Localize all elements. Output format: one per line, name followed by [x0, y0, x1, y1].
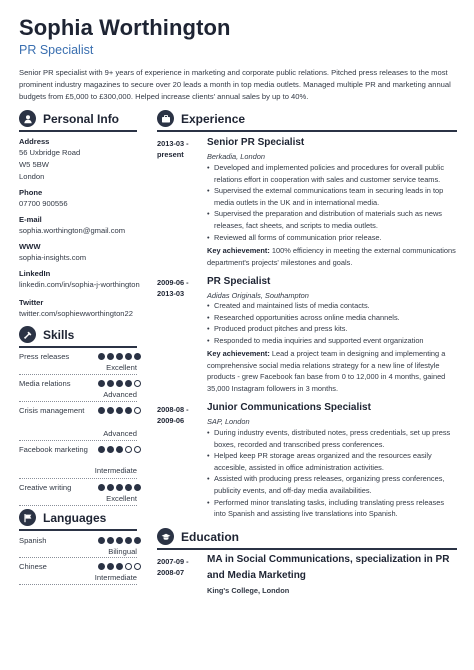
job-bullet: • Assisted with producing press releases, organizing press conferences, publicity events, and off-day media availabilities.	[207, 473, 457, 496]
linkedin-value[interactable]: linkedin.com/in/sophia-j-worthington	[19, 280, 140, 289]
skills-heading	[19, 326, 74, 343]
twitter-value[interactable]: twitter.com/sophiewworthington22	[19, 309, 133, 318]
rating-dot-filled	[125, 407, 132, 414]
address-line-2: W5 5BW	[19, 160, 49, 169]
education-heading	[157, 528, 239, 545]
rating-dot-filled	[98, 484, 105, 491]
skills-divider	[19, 346, 137, 348]
rating-label: Press releases	[19, 352, 70, 361]
rating-dot-filled	[116, 353, 123, 360]
rating-dot-filled	[125, 537, 132, 544]
job-end-date: 2013-03	[157, 289, 185, 298]
job-title: Junior Communications Specialist	[207, 402, 371, 413]
graduation-cap-icon	[157, 528, 174, 545]
address-line-1: 56 Uxbridge Road	[19, 148, 81, 157]
rating-dot-filled	[98, 380, 105, 387]
rating-dots	[98, 380, 141, 387]
job-title: PR Specialist	[207, 276, 271, 287]
job-dates	[157, 138, 189, 160]
rating-dot-filled	[98, 446, 105, 453]
education-school: King's College, London	[207, 586, 290, 595]
experience-heading	[157, 110, 245, 127]
rating-dot-empty	[125, 446, 132, 453]
job-bullet: • Performed minor translating tasks, including translating press releases into Spanish and assisting live translations into Spanish.	[207, 497, 457, 520]
rating-dot-filled	[107, 380, 114, 387]
job-bullet: • During industry events, distributed notes, press credentials, set up press boxes, recorded and transcribed press conferences.	[207, 427, 457, 450]
rating-dot-empty	[134, 563, 141, 570]
job-bullet: • Supervised the external communications team in securing leads in top media outlets in the UK and in international media.	[207, 185, 457, 208]
rating-dots	[98, 446, 141, 453]
address-label: Address	[19, 137, 50, 146]
job-dates	[157, 404, 189, 426]
job-bullet: • Developed and implemented policies and procedures for overall public relations effort in cooperation with sales and customer service teams.	[207, 162, 457, 185]
rating-dot-filled	[134, 484, 141, 491]
rating-level: Advanced	[103, 429, 137, 438]
phone-label: Phone	[19, 188, 43, 197]
profile-summary: Senior PR specialist with 9+ years of experience in marketing and corporate public relations. Pitched press releases to the most prominent industry magazines to secure over 20 leads a month in top media outlets. Managed multiple PR and marketing annual budgets from £5,000 to £300,000. Helped increase clients' annual sales by up to 40%.	[19, 68, 451, 101]
rating-dot-empty	[134, 380, 141, 387]
job-bullet: • Responded to media inquiries and supported event organization	[207, 335, 457, 347]
rating-dots	[98, 563, 141, 570]
key-achievement	[207, 348, 459, 394]
rating-dot-filled	[107, 353, 114, 360]
twitter-label: Twitter	[19, 298, 44, 307]
rating-level: Advanced	[103, 390, 137, 399]
rating-dots	[98, 407, 141, 414]
job-end-date: present	[157, 150, 184, 159]
job-company: Berkadia, London	[207, 152, 265, 161]
rating-dot-filled	[125, 380, 132, 387]
education-start-date: 2007-09 -	[157, 557, 189, 566]
job-bullets	[207, 162, 457, 243]
job-bullet: • Reviewed all forms of communication prior release.	[207, 232, 457, 244]
user-icon	[19, 110, 36, 127]
rating-label: Media relations	[19, 379, 71, 388]
dotted-divider	[19, 440, 137, 441]
rating-dot-filled	[98, 407, 105, 414]
rating-dot-filled	[116, 563, 123, 570]
rating-dot-filled	[98, 537, 105, 544]
job-bullet: • Helped keep PR storage areas organized and the resources easily accesible, assisted in office administration activities.	[207, 450, 457, 473]
job-company: Adidas Originals, Southampton	[207, 291, 309, 300]
phone-value: 07700 900556	[19, 199, 68, 208]
personal-info-title: Personal Info	[43, 111, 120, 126]
job-company: SAP, London	[207, 417, 250, 426]
job-bullet: • Supervised the preparation and distribution of materials such as news releases, fact sheets, and scripts to media outlets.	[207, 208, 457, 231]
rating-dot-filled	[98, 563, 105, 570]
rating-dot-empty	[134, 407, 141, 414]
rating-dot-filled	[134, 353, 141, 360]
education-end-date: 2008-07	[157, 568, 185, 577]
skills-icon	[19, 326, 36, 343]
flag-icon	[19, 509, 36, 526]
email-value[interactable]: sophia.worthington@gmail.com	[19, 226, 126, 235]
candidate-name: Sophia Worthington	[19, 15, 231, 40]
rating-label: Creative writing	[19, 483, 72, 492]
key-achievement-text: Lead a project team in designing and implementing a comprehensive social media relations strategy for a new line of lifestyle products - grew Facebook fan base from 0 to 12,000 in 4 months, gained 35,000 Instagram followers in 3 months.	[207, 349, 446, 393]
dotted-divider	[19, 584, 137, 585]
education-divider	[157, 548, 457, 550]
personal-info-divider	[19, 130, 137, 132]
languages-heading	[19, 509, 106, 526]
candidate-role: PR Specialist	[19, 43, 94, 57]
rating-dot-filled	[116, 484, 123, 491]
rating-level: Bilingual	[108, 547, 137, 556]
education-dates	[157, 556, 189, 578]
rating-label: Chinese	[19, 562, 47, 571]
rating-label: Crisis management	[19, 406, 85, 415]
www-value[interactable]: sophia-insights.com	[19, 253, 87, 262]
experience-divider	[157, 130, 457, 132]
rating-dot-filled	[116, 380, 123, 387]
rating-dot-filled	[116, 407, 123, 414]
job-dates	[157, 277, 189, 299]
job-bullets	[207, 300, 457, 346]
address-line-3: London	[19, 172, 45, 181]
skills-title: Skills	[43, 327, 75, 342]
rating-level: Intermediate	[94, 573, 137, 582]
rating-dot-empty	[134, 446, 141, 453]
dotted-divider	[19, 401, 137, 402]
rating-dot-filled	[107, 407, 114, 414]
www-label: WWW	[19, 242, 41, 251]
rating-dot-filled	[98, 353, 105, 360]
rating-dot-filled	[107, 446, 114, 453]
rating-dot-filled	[125, 484, 132, 491]
job-bullet: • Researched opportunities across online media channels.	[207, 312, 457, 324]
rating-dot-filled	[116, 537, 123, 544]
rating-dot-filled	[107, 484, 114, 491]
key-achievement-label: Key achievement:	[207, 349, 270, 358]
job-start-date: 2013-03 -	[157, 139, 189, 148]
job-bullets	[207, 427, 457, 520]
rating-dot-empty	[125, 563, 132, 570]
rating-dots	[98, 484, 141, 491]
key-achievement-label: Key achievement:	[207, 246, 270, 255]
rating-dot-filled	[134, 537, 141, 544]
key-achievement	[207, 245, 459, 268]
rating-level: Intermediate	[94, 466, 137, 475]
dotted-divider	[19, 557, 137, 558]
rating-dots	[98, 353, 141, 360]
job-start-date: 2009-06 -	[157, 278, 189, 287]
key-achievement-text: 100% efficiency in meeting the external communications department's projects' milestones and goals.	[207, 246, 456, 267]
dotted-divider	[19, 478, 137, 479]
languages-divider	[19, 529, 137, 531]
rating-level: Excellent	[106, 363, 137, 372]
personal-info-heading	[19, 110, 119, 127]
rating-dot-filled	[125, 353, 132, 360]
rating-dot-filled	[107, 537, 114, 544]
rating-dot-filled	[107, 563, 114, 570]
job-bullet: • Created and maintained lists of media contacts.	[207, 300, 457, 312]
experience-title: Experience	[181, 111, 246, 126]
job-end-date: 2009-06	[157, 416, 185, 425]
job-title: Senior PR Specialist	[207, 137, 305, 148]
rating-dot-filled	[116, 446, 123, 453]
briefcase-icon	[157, 110, 174, 127]
rating-level: Excellent	[106, 494, 137, 503]
job-bullet: • Produced product pitches and press kits.	[207, 323, 457, 335]
dotted-divider	[19, 505, 137, 506]
rating-dots	[98, 537, 141, 544]
rating-label: Facebook marketing	[19, 445, 88, 454]
dotted-divider	[19, 374, 137, 375]
languages-title: Languages	[43, 510, 107, 525]
rating-label: Spanish	[19, 536, 47, 545]
email-label: E-mail	[19, 215, 42, 224]
education-degree: MA in Social Communications, specialization in PR and Media Marketing	[207, 554, 450, 581]
linkedin-label: LinkedIn	[19, 269, 51, 278]
job-start-date: 2008-08 -	[157, 405, 189, 414]
education-title: Education	[181, 529, 240, 544]
